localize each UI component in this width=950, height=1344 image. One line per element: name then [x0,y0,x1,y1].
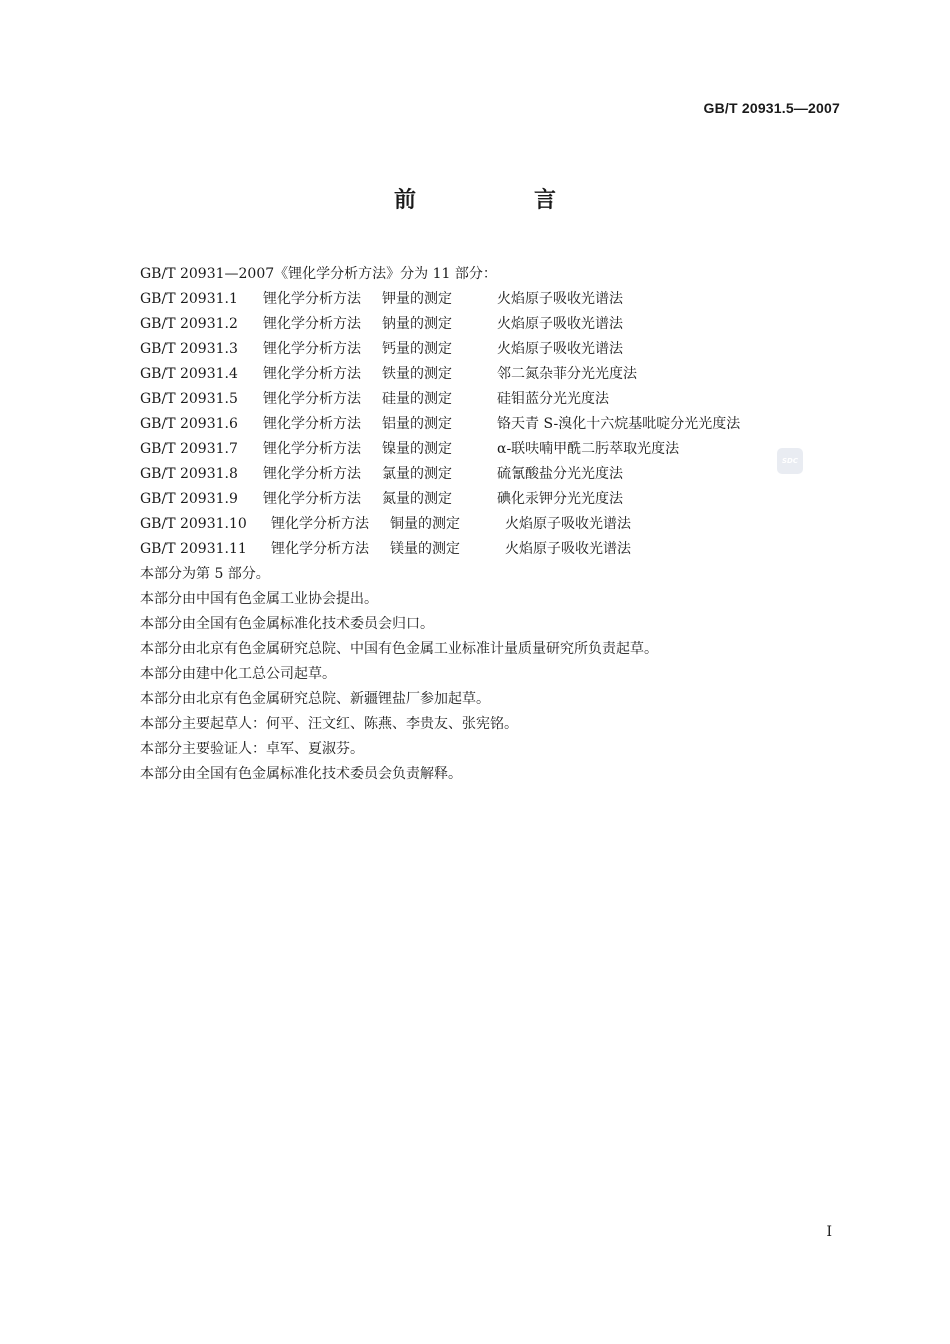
part-item: 钠量的测定 [382,316,452,332]
part-row-5 [140,387,840,412]
part-item: 镁量的测定 [390,541,460,557]
part-code: GB/T 20931.7 [140,441,238,457]
watermark-logo: SDC [777,448,803,474]
part-method: α-联呋喃甲酰二肟萃取光度法 [497,441,680,457]
statement-line: 本部分为第 5 部分。 [140,566,270,582]
part-method: 邻二氮杂菲分光光度法 [497,366,637,382]
part-series: 锂化学分析方法 [263,466,361,482]
part-method: 火焰原子吸收光谱法 [497,291,623,307]
part-code: GB/T 20931.11 [140,541,247,557]
page-number: I [826,1224,832,1240]
statement-line: 本部分主要验证人：卓军、夏淑芬。 [140,741,364,757]
part-code: GB/T 20931.4 [140,366,238,382]
part-item: 钙量的测定 [382,341,452,357]
part-series: 锂化学分析方法 [263,441,361,457]
part-code: GB/T 20931.2 [140,316,238,332]
part-code: GB/T 20931.3 [140,341,238,357]
statement-line: 本部分主要起草人：何平、汪文红、陈燕、李贵友、张宪铭。 [140,716,518,732]
part-method: 铬天青 S-溴化十六烷基吡啶分光光度法 [497,416,741,432]
part-row-11 [140,537,840,562]
part-row-7 [140,437,840,462]
part-item: 氮量的测定 [382,491,452,507]
part-series: 锂化学分析方法 [263,366,361,382]
foreword-body [140,262,840,787]
part-item: 铁量的测定 [382,366,452,382]
part-row-2 [140,312,840,337]
statement-line: 本部分由北京有色金属研究总院、中国有色金属工业标准计量质量研究所负责起草。 [140,641,658,657]
part-series: 锂化学分析方法 [263,391,361,407]
part-code: GB/T 20931.10 [140,516,247,532]
part-method: 火焰原子吸收光谱法 [505,541,631,557]
intro-line: GB/T 20931—2007《锂化学分析方法》分为 11 部分： [140,266,497,282]
part-series: 锂化学分析方法 [263,341,361,357]
part-item: 硅量的测定 [382,391,452,407]
statement-line: 本部分由北京有色金属研究总院、新疆锂盐厂参加起草。 [140,691,490,707]
part-series: 锂化学分析方法 [263,291,361,307]
part-series: 锂化学分析方法 [271,541,369,557]
part-item: 氯量的测定 [382,466,452,482]
part-code: GB/T 20931.5 [140,391,238,407]
part-code: GB/T 20931.9 [140,491,238,507]
part-row-1 [140,287,840,312]
part-code: GB/T 20931.6 [140,416,238,432]
part-item: 铝量的测定 [382,416,452,432]
part-item: 镍量的测定 [382,441,452,457]
part-method: 火焰原子吸收光谱法 [497,316,623,332]
part-row-3 [140,337,840,362]
part-code: GB/T 20931.8 [140,466,238,482]
part-method: 硫氰酸盐分光光度法 [497,466,623,482]
part-row-10 [140,512,840,537]
statement-line: 本部分由全国有色金属标准化技术委员会负责解释。 [140,766,462,782]
part-row-9 [140,487,840,512]
part-series: 锂化学分析方法 [263,491,361,507]
standard-code: GB/T 20931.5—2007 [703,100,840,116]
part-method: 碘化汞钾分光光度法 [497,491,623,507]
statement-line: 本部分由中国有色金属工业协会提出。 [140,591,378,607]
part-row-6 [140,412,840,437]
part-series: 锂化学分析方法 [271,516,369,532]
part-series: 锂化学分析方法 [263,316,361,332]
part-series: 锂化学分析方法 [263,416,361,432]
part-row-4 [140,362,840,387]
part-method: 火焰原子吸收光谱法 [505,516,631,532]
part-method: 硅钼蓝分光光度法 [497,391,609,407]
statement-line: 本部分由全国有色金属标准化技术委员会归口。 [140,616,434,632]
part-row-8 [140,462,840,487]
part-item: 铜量的测定 [390,516,460,532]
part-item: 钾量的测定 [382,291,452,307]
statement-line: 本部分由建中化工总公司起草。 [140,666,336,682]
part-code: GB/T 20931.1 [140,291,238,307]
part-method: 火焰原子吸收光谱法 [497,341,623,357]
page-title: 前 言 [393,188,604,213]
